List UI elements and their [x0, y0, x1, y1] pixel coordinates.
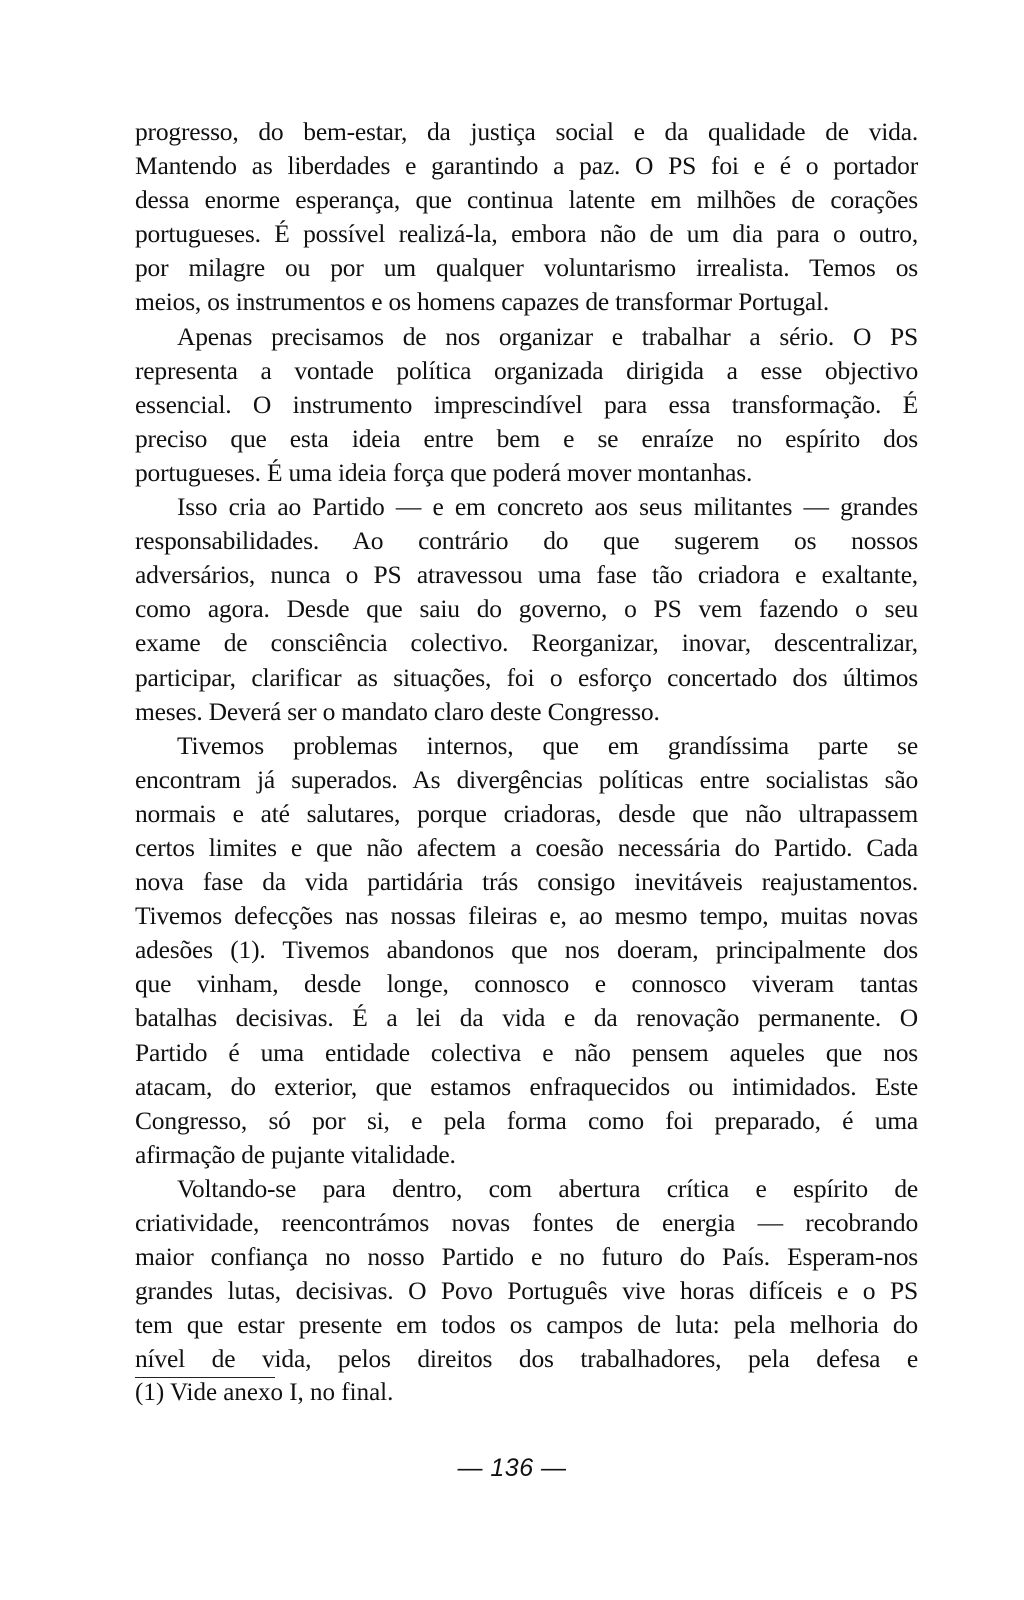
text-line: Isso cria ao Partido — e em concreto aos seus militantes — grandes: [177, 492, 918, 522]
text-line: nova fase da vida partidária trás consigo inevitáveis reajustamentos.: [135, 867, 918, 897]
text-line: participar, clarificar as situações, foi o esforço concertado dos últimos: [135, 662, 918, 692]
paragraph-4: [135, 729, 918, 1172]
text-line: progresso, do bem-estar, da justiça social e da qualidade de vida.: [135, 117, 918, 146]
text-line: essencial. O instrumento imprescindível para essa transformação. É: [135, 389, 918, 419]
paragraph-3: [135, 490, 918, 729]
text-line: Congresso, só por si, e pela forma como foi preparado, é uma: [135, 1105, 918, 1135]
text-line: Partido é uma entidade colectiva e não pensem aqueles que nos: [135, 1037, 918, 1067]
text-line: responsabilidades. Ao contrário do que sugerem os nossos: [135, 526, 918, 556]
text-line: que vinham, desde longe, connosco e connosco viveram tantas: [135, 969, 918, 999]
text-line: nível de vida, pelos direitos dos trabalhadores, pela defesa e: [135, 1344, 918, 1374]
text-line: batalhas decisivas. É a lei da vida e da renovação permanente. O: [135, 1003, 918, 1033]
text-line: criatividade, reencontrámos novas fontes de energia — recobrando: [135, 1208, 918, 1237]
text-line: meses. Deverá ser o mandato claro deste Congresso.: [135, 696, 660, 726]
text-line: atacam, do exterior, que estamos enfraquecidos ou intimidados. Este: [135, 1071, 918, 1101]
text-line: meios, os instrumentos e os homens capazes de transformar Portugal.: [135, 287, 830, 317]
text-line: por milagre ou por um qualquer voluntarismo irrealista. Temos os: [135, 253, 918, 283]
text-line: Tivemos problemas internos, que em grandíssima parte se: [177, 730, 918, 760]
text-line: normais e até salutares, porque criadoras, desde que não ultrapassem: [135, 798, 918, 828]
text-line: tem que estar presente em todos os campos de luta: pela melhoria do: [135, 1310, 918, 1340]
page-number: — 136 —: [457, 1454, 567, 1482]
text-line: portugueses. É uma ideia força que poderá mover montanhas.: [135, 457, 753, 487]
text-line: portugueses. É possível realizá-la, embora não de um dia para o outro,: [135, 219, 918, 249]
text-line: afirmação de pujante vitalidade.: [135, 1139, 456, 1169]
text-line: Tivemos defecções nas nossas fileiras e, ao mesmo tempo, muitas novas: [135, 901, 918, 931]
paragraph-1: [135, 115, 918, 320]
document-page: [135, 115, 918, 1408]
text-line: adesões (1). Tivemos abandonos que nos doeram, principalmente dos: [135, 935, 918, 965]
text-line: exame de consciência colectivo. Reorganizar, inovar, descentralizar,: [135, 628, 918, 658]
text-line: maior confiança no nosso Partido e no futuro do País. Esperam-nos: [135, 1242, 918, 1272]
paragraph-2: [135, 320, 918, 490]
text-line: como agora. Desde que saiu do governo, o PS vem fazendo o seu: [135, 594, 918, 624]
text-line: encontram já superados. As divergências políticas entre socialistas são: [135, 764, 918, 794]
text-line: preciso que esta ideia entre bem e se enraíze no espírito dos: [135, 423, 918, 453]
footnote: (1) Vide anexo I, no final.: [135, 1379, 394, 1407]
text-line: certos limites e que não afectem a coesão necessária do Partido. Cada: [135, 832, 918, 862]
text-line: dessa enorme esperança, que continua latente em milhões de corações: [135, 185, 918, 215]
text-line: grandes lutas, decisivas. O Povo Português vive horas difíceis e o PS: [135, 1276, 918, 1306]
text-line: representa a vontade política organizada dirigida a esse objectivo: [135, 355, 918, 385]
text-line: Voltando-se para dentro, com abertura crítica e espírito de: [177, 1173, 918, 1203]
text-line: adversários, nunca o PS atravessou uma fase tão criadora e exaltante,: [135, 560, 918, 590]
text-line: Mantendo as liberdades e garantindo a paz. O PS foi e é o portador: [135, 151, 918, 181]
paragraph-5: [135, 1172, 918, 1377]
text-line: Apenas precisamos de nos organizar e trabalhar a sério. O PS: [177, 321, 918, 351]
